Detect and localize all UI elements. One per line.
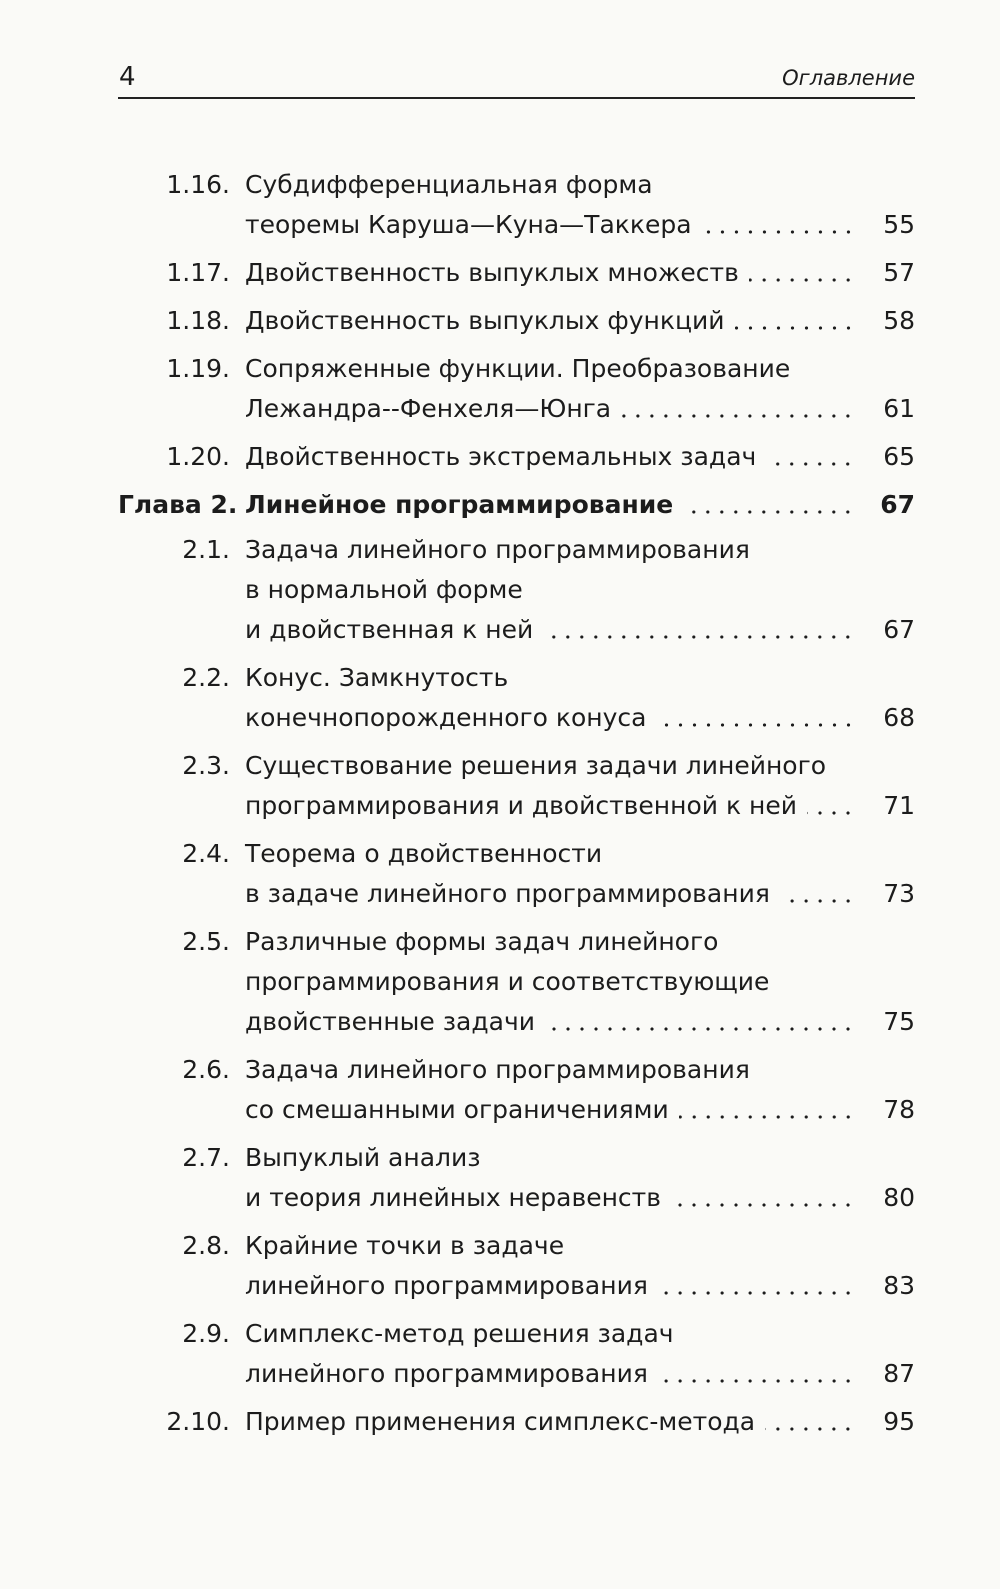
section-number: 2.2. xyxy=(182,663,230,692)
toc-entry xyxy=(118,658,915,738)
running-header-title: Оглавление xyxy=(782,66,915,90)
page-ref: 80 xyxy=(883,1183,915,1212)
page-ref: 57 xyxy=(883,258,915,287)
page-ref: 83 xyxy=(883,1271,915,1300)
entry-title-text: Задача линейного программирования xyxy=(245,535,750,564)
section-number: 2.8. xyxy=(182,1231,230,1260)
dot-leader xyxy=(735,325,855,331)
toc-entry xyxy=(118,301,915,341)
entry-title-text: программирования и соответствующие xyxy=(245,967,770,996)
page-ref: 71 xyxy=(883,791,915,820)
entry-title-text: конечнопорожденного конуса xyxy=(245,703,647,732)
dot-leader xyxy=(807,810,855,816)
entry-title-text: со смешанными ограничениями xyxy=(245,1095,669,1124)
entry-title-text: Двойственность выпуклых множеств xyxy=(245,258,739,287)
toc-entry xyxy=(118,165,915,245)
entry-body xyxy=(245,485,915,525)
page-ref: 95 xyxy=(883,1407,915,1436)
section-number: 2.3. xyxy=(182,751,230,780)
entry-title-text: Задача линейного программирования xyxy=(245,1055,750,1084)
entry-body xyxy=(245,349,915,429)
entry-line xyxy=(245,1354,915,1394)
entry-line xyxy=(245,1266,915,1306)
entry-line xyxy=(245,834,915,874)
entry-line xyxy=(245,1402,915,1442)
entry-line xyxy=(245,165,915,205)
section-number: 2.7. xyxy=(182,1143,230,1172)
toc-entry xyxy=(118,1226,915,1306)
entry-line xyxy=(245,786,915,826)
section-number: 1.17. xyxy=(166,258,230,287)
entry-line xyxy=(245,1138,915,1178)
toc-entry xyxy=(118,746,915,826)
entry-title-text: Различные формы задач линейного xyxy=(245,927,719,956)
entry-line xyxy=(245,205,915,245)
entry-title-text: и теория линейных неравенств xyxy=(245,1183,661,1212)
section-number: 2.6. xyxy=(182,1055,230,1084)
entry-body xyxy=(245,1138,915,1218)
entry-body xyxy=(245,658,915,738)
entry-title-text: двойственные задачи xyxy=(245,1007,535,1036)
table-of-contents xyxy=(118,165,915,1450)
entry-line xyxy=(245,437,915,477)
entry-line xyxy=(245,1314,915,1354)
entry-title-text: и двойственная к ней xyxy=(245,615,534,644)
entry-body xyxy=(245,1402,915,1442)
entry-line xyxy=(245,485,915,525)
entry-title-text: Крайние точки в задаче xyxy=(245,1231,565,1260)
entry-title-text: Субдифференциальная форма xyxy=(245,170,653,199)
entry-line xyxy=(245,922,915,962)
entry-title-text: Пример применения симплекс-метода xyxy=(245,1407,756,1436)
section-number: 2.5. xyxy=(182,927,230,956)
toc-entry xyxy=(118,437,915,477)
entry-body xyxy=(245,1226,915,1306)
section-number: 1.19. xyxy=(166,354,230,383)
dot-leader xyxy=(658,1378,855,1384)
entry-line xyxy=(245,349,915,389)
entry-line xyxy=(245,301,915,341)
entry-line xyxy=(245,658,915,698)
entry-body xyxy=(245,922,915,1042)
header-rule xyxy=(118,97,915,99)
toc-entry xyxy=(118,1402,915,1442)
dot-leader xyxy=(679,1114,855,1120)
section-number: 2.9. xyxy=(182,1319,230,1348)
toc-entry xyxy=(118,922,915,1042)
toc-entry xyxy=(118,530,915,650)
toc-entry xyxy=(118,1050,915,1130)
page-ref: 58 xyxy=(883,306,915,335)
toc-entry xyxy=(118,253,915,293)
entry-line xyxy=(245,1090,915,1130)
section-number: 2.1. xyxy=(182,535,230,564)
page-ref: 73 xyxy=(883,879,915,908)
entry-body xyxy=(245,1314,915,1394)
entry-line xyxy=(245,570,915,610)
dot-leader xyxy=(780,898,855,904)
entry-body xyxy=(245,1050,915,1130)
dot-leader xyxy=(543,634,855,640)
section-number: 1.16. xyxy=(166,170,230,199)
page-ref: 65 xyxy=(883,442,915,471)
page-ref: 87 xyxy=(883,1359,915,1388)
dot-leader xyxy=(671,1202,855,1208)
entry-title-text: линейного программирования xyxy=(245,1359,648,1388)
entry-title-text: Сопряженные функции. Преобразование xyxy=(245,354,791,383)
dot-leader xyxy=(765,1426,855,1432)
page-ref: 61 xyxy=(883,394,915,423)
entry-title-text: Существование решения задачи линейного xyxy=(245,751,827,780)
section-number: 2.4. xyxy=(182,839,230,868)
section-number: 2.10. xyxy=(166,1407,230,1436)
entry-body xyxy=(245,834,915,914)
entry-line xyxy=(245,253,915,293)
entry-line xyxy=(245,1178,915,1218)
entry-body xyxy=(245,253,915,293)
entry-title-text: Двойственность выпуклых функций xyxy=(245,306,725,335)
entry-body xyxy=(245,437,915,477)
entry-line xyxy=(245,530,915,570)
chapter-entry xyxy=(118,485,915,525)
entry-title-text: Линейное программирование xyxy=(245,490,674,519)
page-ref: 67 xyxy=(883,615,915,644)
entry-line xyxy=(245,1050,915,1090)
page-ref: 55 xyxy=(883,210,915,239)
entry-title-text: Лежандра--Фенхеля—Юнга xyxy=(245,394,612,423)
dot-leader xyxy=(545,1026,855,1032)
entry-title-text: Выпуклый анализ xyxy=(245,1143,481,1172)
entry-title-text: линейного программирования xyxy=(245,1271,648,1300)
dot-leader xyxy=(766,461,855,467)
entry-title-text: Теорема о двойственности xyxy=(245,839,603,868)
entry-line xyxy=(245,389,915,429)
dot-leader xyxy=(702,229,855,235)
entry-line xyxy=(245,746,915,786)
page-ref: 75 xyxy=(883,1007,915,1036)
entry-body xyxy=(245,746,915,826)
section-number: 1.20. xyxy=(166,442,230,471)
section-number: 1.18. xyxy=(166,306,230,335)
toc-entry xyxy=(118,1314,915,1394)
entry-line xyxy=(245,698,915,738)
dot-leader xyxy=(749,277,855,283)
toc-entry xyxy=(118,1138,915,1218)
entry-title-text: теоремы Каруша—Куна—Таккера xyxy=(245,210,692,239)
page-number: 4 xyxy=(119,62,136,92)
dot-leader xyxy=(683,509,855,515)
page-ref: 78 xyxy=(883,1095,915,1124)
entry-body xyxy=(245,530,915,650)
entry-line xyxy=(245,874,915,914)
entry-title-text: Конус. Замкнутость xyxy=(245,663,509,692)
dot-leader xyxy=(621,413,855,419)
entry-line xyxy=(245,1002,915,1042)
entry-title-text: в задаче линейного программирования xyxy=(245,879,770,908)
entry-title-text: Двойственность экстремальных задач xyxy=(245,442,757,471)
entry-title-text: программирования и двойственной к ней xyxy=(245,791,797,820)
entry-body xyxy=(245,165,915,245)
entry-line xyxy=(245,610,915,650)
entry-title-text: в нормальной форме xyxy=(245,575,523,604)
entry-title-text: Симплекс-метод решения задач xyxy=(245,1319,674,1348)
entry-body xyxy=(245,301,915,341)
dot-leader xyxy=(657,722,856,728)
toc-entry xyxy=(118,349,915,429)
toc-entry xyxy=(118,834,915,914)
entry-line xyxy=(245,1226,915,1266)
page-ref: 67 xyxy=(880,490,915,519)
section-number: Глава 2. xyxy=(118,490,238,519)
page-ref: 68 xyxy=(883,703,915,732)
dot-leader xyxy=(658,1290,855,1296)
entry-line xyxy=(245,962,915,1002)
